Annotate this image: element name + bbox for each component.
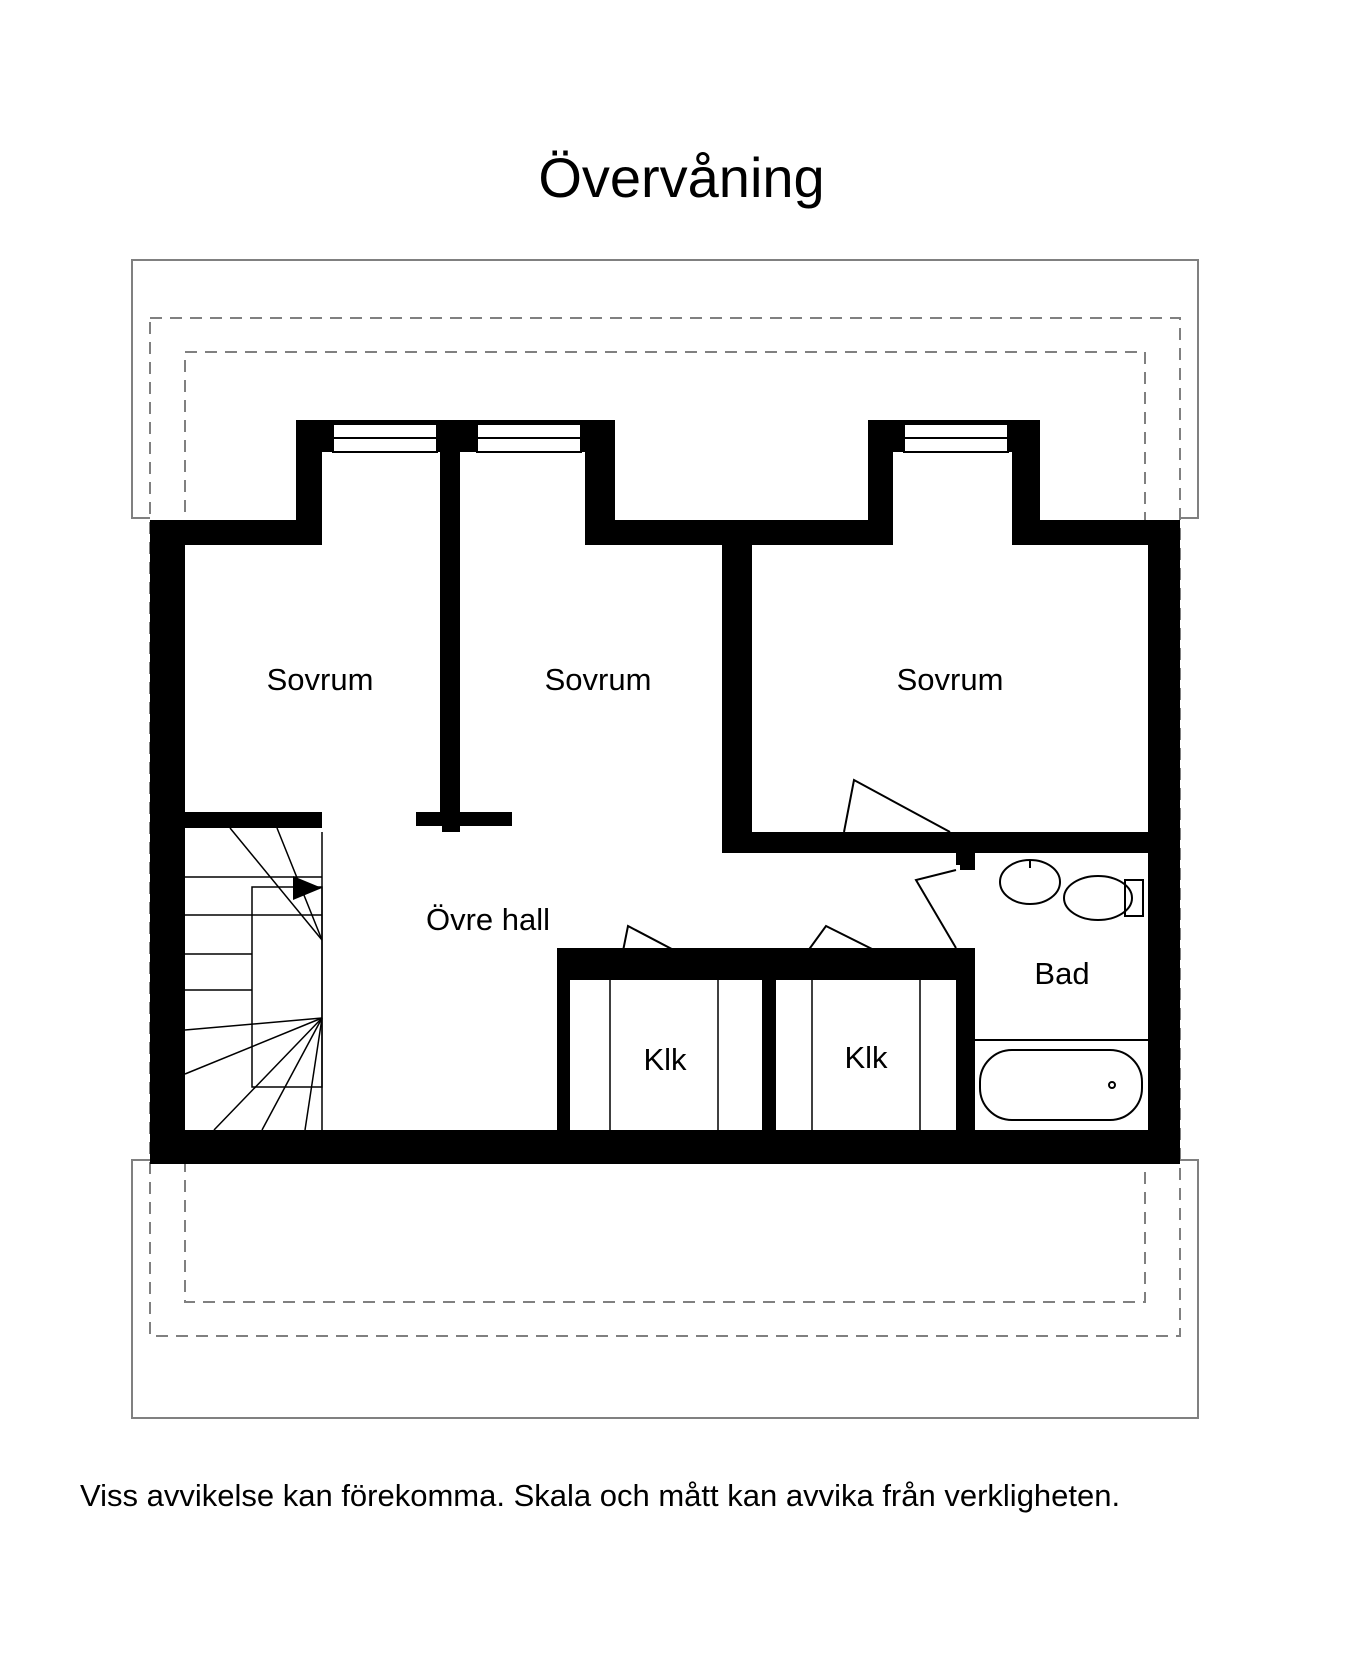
room-label-closet-1: Klk [643, 1042, 687, 1077]
room-label-bedroom-1: Sovrum [266, 662, 374, 697]
room-label-bedroom-2: Sovrum [544, 662, 652, 697]
room-interiors [185, 452, 1148, 1130]
page-title: Övervåning [538, 146, 825, 209]
windows [333, 424, 1008, 452]
room-label-closet-2: Klk [844, 1040, 888, 1075]
room-label-bedroom-3: Sovrum [896, 662, 1004, 697]
room-label-bathroom: Bad [1034, 956, 1090, 991]
room-label-hall: Övre hall [425, 902, 551, 937]
disclaimer-text: Viss avvikelse kan förekomma. Skala och mått kan avvika från verkligheten. [80, 1478, 1121, 1513]
